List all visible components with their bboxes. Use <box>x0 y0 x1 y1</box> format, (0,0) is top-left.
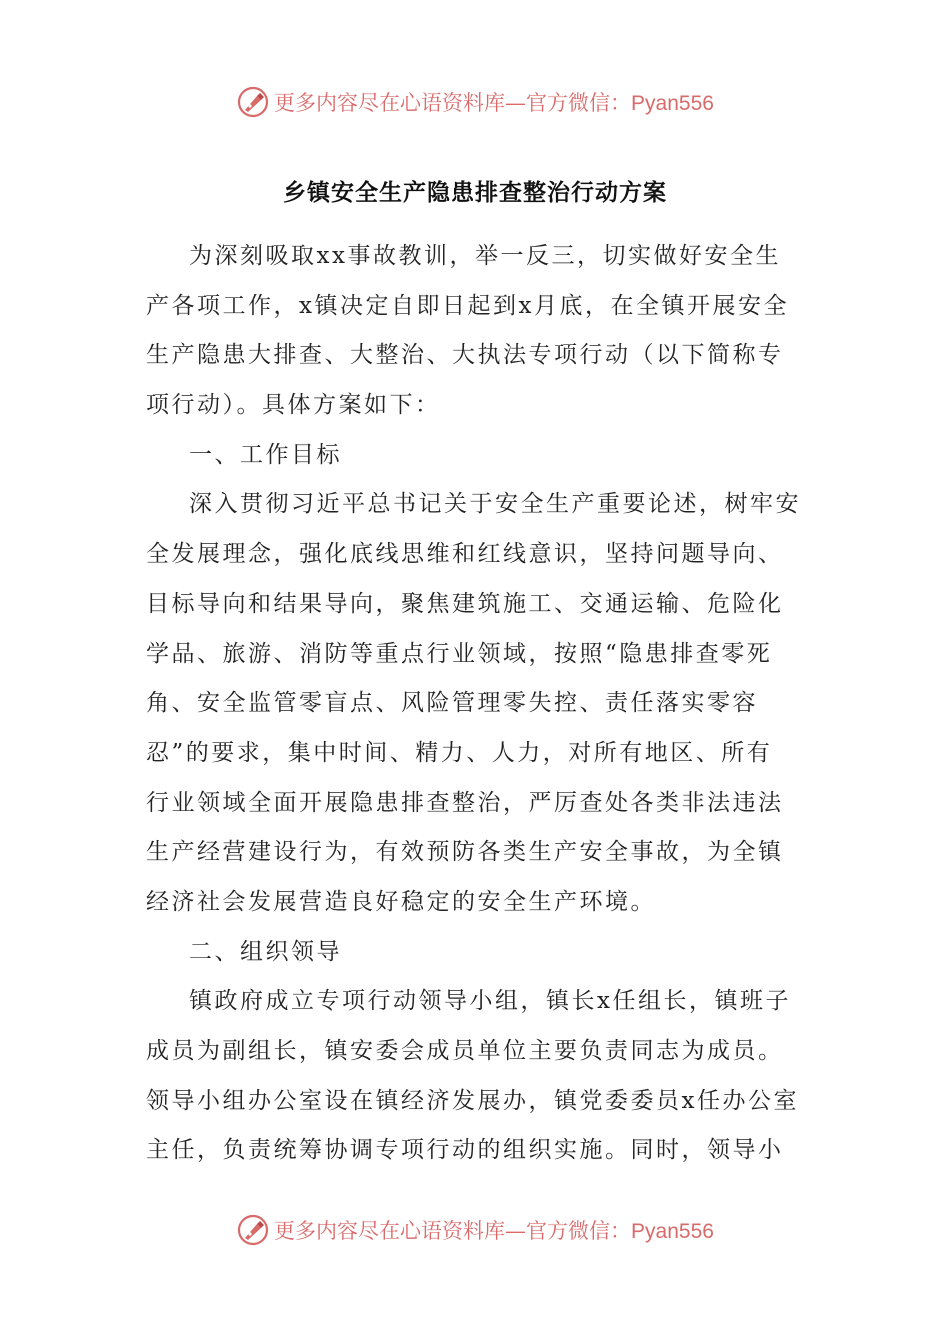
body-line: 深入贯彻习近平总书记关于安全生产重要论述，树牢安 <box>189 491 801 518</box>
pen-nib-logo-icon <box>236 85 270 119</box>
footer-watermark-text <box>274 1215 714 1245</box>
body-line: 目标导向和结果导向，聚焦建筑施工、交通运输、危险化 <box>146 590 784 617</box>
pen-nib-logo-icon <box>236 1213 270 1247</box>
body-line: 行业领域全面开展隐患排查整治，严厉查处各类非法违法 <box>146 789 784 816</box>
header-wechat-id: Pyan556 <box>631 92 714 115</box>
body-line: 为深刻吸取xx事故教训，举一反三，切实做好安全生 <box>189 243 781 269</box>
body-line: 领导小组办公室设在镇经济发展办，镇党委委员x任办公室 <box>146 1087 799 1114</box>
header-watermark-label: 更多内容尽在心语资料库—官方微信： <box>274 91 632 115</box>
body-line: 角、安全监管零盲点、风险管理零失控、责任落实零容 <box>146 690 758 717</box>
header-watermark-text <box>274 87 714 117</box>
body-line: 项行动）。具体方案如下： <box>146 392 441 419</box>
body-line: 生产隐患大排查、大整治、大执法专项行动（以下简称专 <box>146 342 784 369</box>
footer-watermark-label: 更多内容尽在心语资料库—官方微信： <box>274 1219 632 1243</box>
body-line: 学品、旅游、消防等重点行业领域，按照“隐患排查零死 <box>146 640 773 667</box>
document-title: 乡镇安全生产隐患排查整治行动方案 <box>283 179 667 206</box>
body-line: 全发展理念，强化底线思维和红线意识，坚持问题导向、 <box>146 541 784 568</box>
body-line: 主任，负责统筹协调专项行动的组织实施。同时，领导小 <box>146 1137 784 1164</box>
body-line: 经济社会发展营造良好稳定的安全生产环境。 <box>146 888 656 915</box>
footer-wechat-id: Pyan556 <box>631 1220 714 1243</box>
body-line: 生产经营建设行为，有效预防各类生产安全事故，为全镇 <box>146 839 784 866</box>
body-line: 忍”的要求，集中时间、精力、人力，对所有地区、所有 <box>146 739 773 766</box>
header-watermark-banner <box>0 82 950 122</box>
section-heading-organization: 二、组织领导 <box>189 938 342 965</box>
footer-watermark-banner <box>0 1210 950 1250</box>
document-body <box>146 232 806 1176</box>
body-line: 成员为副组长，镇安委会成员单位主要负责同志为成员。 <box>146 1038 784 1064</box>
body-line: 产各项工作，x镇决定自即日起到x月底，在全镇开展安全 <box>146 292 789 319</box>
body-line: 镇政府成立专项行动领导小组，镇长x任组长，镇班子 <box>189 988 791 1015</box>
section-heading-goals: 一、工作目标 <box>189 441 342 468</box>
